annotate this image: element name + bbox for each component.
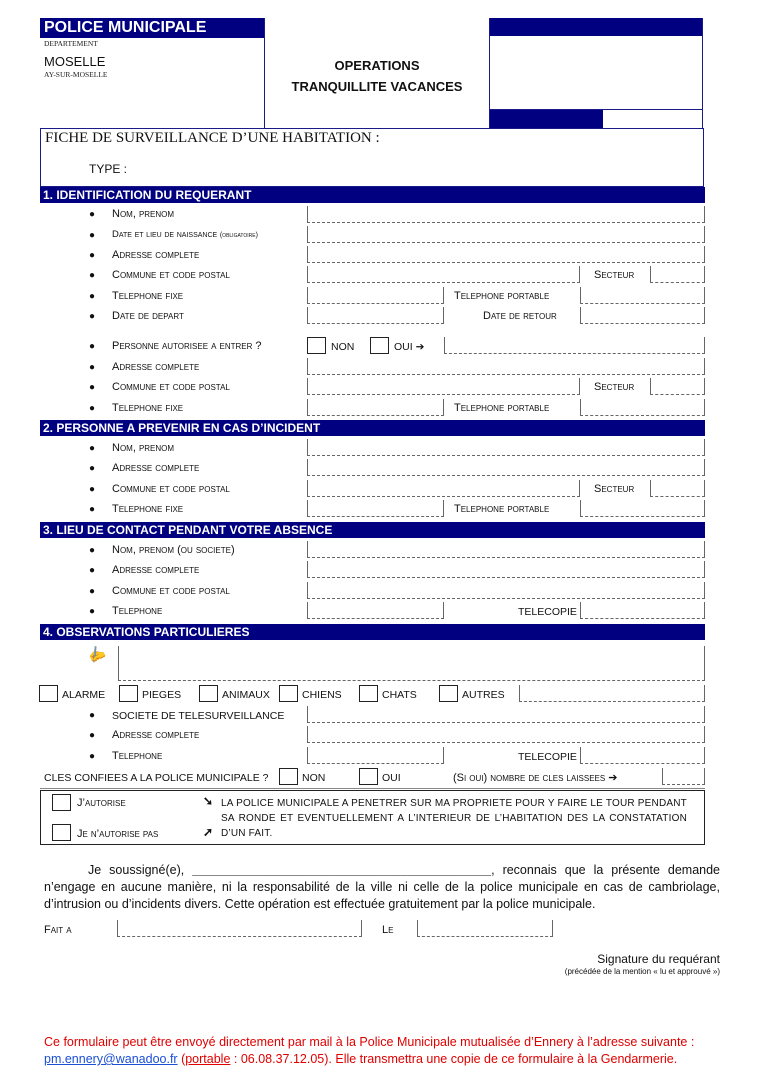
declaration-part1: Je soussigné(e),	[88, 863, 193, 877]
bullet: ●	[89, 403, 96, 414]
label-commune-2: Commune et code postal	[112, 381, 230, 393]
field-s3-telephone[interactable]	[307, 602, 444, 619]
field-autres[interactable]	[519, 685, 705, 702]
label-s2-tel-portable: Telephone portable	[454, 503, 550, 515]
field-s3-commune[interactable]	[307, 582, 705, 599]
divider	[40, 788, 705, 789]
label-commune: Commune et code postal	[112, 269, 230, 281]
label-fait-a: Fait a	[44, 924, 72, 936]
field-date-naissance[interactable]	[307, 226, 705, 243]
checkbox-alarme[interactable]	[39, 685, 58, 702]
section-1-header: 1. IDENTIFICATION DU REQUERANT	[40, 187, 705, 203]
header-org-block	[40, 18, 265, 128]
label-je-n-autorise-pas: Je n’autorise pas	[77, 828, 159, 840]
field-secteur[interactable]	[650, 266, 705, 283]
writing-hand-icon: ✍	[84, 642, 109, 666]
label-non: NON	[331, 341, 355, 353]
section-2-header: 2. PERSONNE A PREVENIR EN CAS D’INCIDENT	[40, 420, 705, 436]
checkbox-j-autorise[interactable]	[52, 794, 71, 811]
departement-label: DEPARTEMENT	[44, 39, 98, 48]
label-autres: AUTRES	[462, 689, 505, 701]
label-cles-confiees: CLES CONFIEES A LA POLICE MUNICIPALE ?	[44, 772, 269, 784]
label-tel-fixe-2: Telephone fixe	[112, 402, 184, 414]
label-date-depart: Date de depart	[112, 310, 184, 322]
label-s2-nom: Nom, prenom	[112, 442, 175, 454]
signature-title: Signature du requérant	[597, 952, 720, 966]
checkbox-personne-oui[interactable]	[370, 337, 389, 354]
label-chiens: CHIENS	[302, 689, 342, 701]
label-cles-non: NON	[302, 772, 326, 784]
field-le-date[interactable]	[417, 920, 553, 937]
field-observations[interactable]	[118, 646, 705, 681]
field-date-depart[interactable]	[307, 307, 444, 324]
header-stamp-block	[489, 18, 703, 128]
declaration-name-blank[interactable]: ___________________________________________	[192, 863, 492, 877]
field-s3-telecopie[interactable]	[580, 602, 705, 619]
signature-mention: (précédée de la mention « lu et approuvé »)	[564, 967, 720, 976]
checkbox-animaux[interactable]	[199, 685, 218, 702]
bullet: ●	[89, 382, 96, 393]
field-societe-telesurveillance[interactable]	[307, 706, 705, 723]
bullet: ●	[89, 565, 96, 576]
label-adresse-2: Adresse complete	[112, 361, 200, 373]
arrow-down-right-icon: ➘	[203, 794, 214, 808]
field-s2-nom[interactable]	[307, 439, 705, 456]
field-secteur-2[interactable]	[650, 378, 705, 395]
bullet: ●	[89, 341, 96, 352]
label-tel-portable-2: Telephone portable	[454, 402, 550, 414]
label-pieges: PIEGES	[142, 689, 182, 701]
bullet: ●	[89, 270, 96, 281]
bullet: ●	[89, 209, 96, 220]
label-date-naissance-text: Date et lieu de naissance	[112, 229, 218, 240]
label-s3-commune: Commune et code postal	[112, 585, 230, 597]
field-s2-commune[interactable]	[307, 480, 580, 497]
checkbox-autres[interactable]	[439, 685, 458, 702]
checkbox-cles-non[interactable]	[279, 768, 298, 785]
label-s4-telephone: Telephone	[112, 750, 163, 762]
field-s4-adresse[interactable]	[307, 726, 705, 743]
label-animaux: ANIMAUX	[222, 689, 270, 701]
field-fait-a[interactable]	[117, 920, 362, 937]
label-s2-adresse: Adresse complete	[112, 462, 200, 474]
commune-name: AY-SUR-MOSELLE	[44, 70, 108, 79]
bullet: ●	[89, 250, 96, 261]
bullet: ●	[89, 545, 96, 556]
label-nombre-cles: (Si oui) nombre de cles laissees ➔	[453, 772, 618, 784]
declaration-paragraph	[44, 862, 720, 913]
departement-value: MOSELLE	[44, 54, 106, 69]
field-adresse-2[interactable]	[307, 358, 705, 375]
label-s2-tel-fixe: Telephone fixe	[112, 503, 184, 515]
bullet: ●	[89, 362, 96, 373]
bullet: ●	[89, 730, 96, 741]
section-3-header: 3. LIEU DE CONTACT PENDANT VOTRE ABSENCE	[40, 522, 705, 538]
field-s3-adresse[interactable]	[307, 561, 705, 578]
footer-note	[44, 1034, 724, 1068]
checkbox-personne-non[interactable]	[307, 337, 326, 354]
label-le: Le	[382, 924, 394, 936]
fiche-title: FICHE DE SURVEILLANCE D’UNE HABITATION :	[45, 130, 380, 146]
label-j-autorise: J’autorise	[77, 797, 126, 809]
label-alarme: ALARME	[62, 689, 106, 701]
bullet: ●	[89, 311, 96, 322]
field-s4-telecopie[interactable]	[580, 747, 705, 764]
label-date-naissance	[112, 229, 258, 240]
label-s2-commune: Commune et code postal	[112, 483, 230, 495]
fiche-title-box	[40, 128, 704, 187]
checkbox-cles-oui[interactable]	[359, 768, 378, 785]
field-nombre-cles[interactable]	[662, 768, 705, 785]
bullet: ●	[89, 443, 96, 454]
section-4-header: 4. OBSERVATIONS PARTICULIERES	[40, 624, 705, 640]
field-s2-adresse[interactable]	[307, 459, 705, 476]
label-s3-telephone: Telephone	[112, 605, 163, 617]
label-s3-adresse: Adresse complete	[112, 564, 200, 576]
field-tel-portable[interactable]	[580, 287, 705, 304]
checkbox-pieges[interactable]	[119, 685, 138, 702]
checkbox-je-n-autorise-pas[interactable]	[52, 824, 71, 841]
field-s4-telephone[interactable]	[307, 747, 444, 764]
stamp-top-bar	[490, 18, 702, 36]
label-obligatoire: (obligatoire)	[219, 232, 258, 239]
field-adresse[interactable]	[307, 246, 705, 263]
bullet: ●	[89, 484, 96, 495]
declaration-part2: , reconnais que la présente demande n’engage en aucune manière, ni la responsabilité de la ville ni celle de la police municipale en cas de cambriolage, d’intrusion ou d’incidents divers. Cette opération est effectuée gratuitement par la police municipale.	[44, 863, 721, 911]
org-title: POLICE MUNICIPALE	[40, 18, 264, 38]
label-s3-telecopie: TELECOPIE	[518, 606, 577, 618]
label-s4-adresse: Adresse complete	[112, 729, 200, 741]
operation-line2: TRANQUILLITE VACANCES	[291, 79, 463, 94]
footer-line1: Ce formulaire peut être envoyé directement par mail à la Police Municipale mutualisée d’Ennery à l’adresse suivante :	[44, 1035, 695, 1049]
footer-portable-number: : 06.08.37.12.05). Elle transmettra une copie de ce formulaire à la Gendarmerie.	[230, 1052, 678, 1066]
label-cles-oui: OUI	[382, 772, 401, 784]
operation-line1: OPERATIONS	[334, 58, 420, 73]
bullet: ●	[89, 230, 96, 241]
bullet: ●	[89, 504, 96, 515]
label-s2-secteur: Secteur	[594, 483, 635, 495]
field-tel-portable-2[interactable]	[580, 399, 705, 416]
field-s3-nom[interactable]	[307, 541, 705, 558]
field-commune[interactable]	[307, 266, 580, 283]
bullet: ●	[89, 586, 96, 597]
label-adresse: Adresse complete	[112, 249, 200, 261]
arrow-up-right-icon: ➚	[203, 825, 214, 839]
label-tel-portable: Telephone portable	[454, 290, 550, 302]
label-oui: OUI ➔	[394, 341, 425, 353]
checkbox-chats[interactable]	[359, 685, 378, 702]
field-s2-tel-fixe[interactable]	[307, 500, 444, 517]
stamp-bottom-bar	[490, 109, 702, 128]
type-label: TYPE :	[89, 162, 128, 176]
bullet: ●	[89, 710, 96, 721]
field-s2-secteur[interactable]	[650, 480, 705, 497]
bullet: ●	[89, 463, 96, 474]
field-nom-prenom[interactable]	[307, 206, 705, 223]
label-personne-autorisee: Personne autorisee a entrer ?	[112, 340, 262, 352]
label-secteur: Secteur	[594, 269, 635, 281]
bullet: ●	[89, 606, 96, 617]
footer-email-link[interactable]: pm.ennery@wanadoo.fr	[44, 1052, 178, 1066]
field-commune-2[interactable]	[307, 378, 580, 395]
field-date-retour[interactable]	[580, 307, 705, 324]
footer-open-paren: (	[177, 1052, 186, 1066]
field-tel-fixe[interactable]	[307, 287, 444, 304]
label-tel-fixe: Telephone fixe	[112, 290, 184, 302]
footer-portable-link[interactable]: portable	[185, 1052, 231, 1066]
label-chats: CHATS	[382, 689, 417, 701]
operation-title	[265, 55, 489, 97]
label-societe-telesurveillance: SOCIETE DE TELESURVEILLANCE	[112, 710, 285, 722]
field-personne-autorisee[interactable]	[444, 337, 705, 354]
field-s2-tel-portable[interactable]	[580, 500, 705, 517]
label-s4-telecopie: TELECOPIE	[518, 751, 577, 763]
authorization-text: LA POLICE MUNICIPALE A PENETRER SUR MA PROPRIETE POUR Y FAIRE LE TOUR PENDANT SA RONDE ET EVENTUELLEMENT A L’INTERIEUR DE L’HABITATION DES LA CONSTATATION D’UN FAIT.	[221, 798, 687, 839]
label-s3-nom: Nom, prenom (ou societe)	[112, 544, 235, 556]
label-nom-prenom: Nom, prenom	[112, 208, 175, 220]
authorization-box	[40, 790, 705, 845]
field-tel-fixe-2[interactable]	[307, 399, 444, 416]
checkbox-chiens[interactable]	[279, 685, 298, 702]
label-date-retour: Date de retour	[483, 310, 557, 322]
bullet: ●	[89, 291, 96, 302]
bullet: ●	[89, 751, 96, 762]
label-secteur-2: Secteur	[594, 381, 635, 393]
